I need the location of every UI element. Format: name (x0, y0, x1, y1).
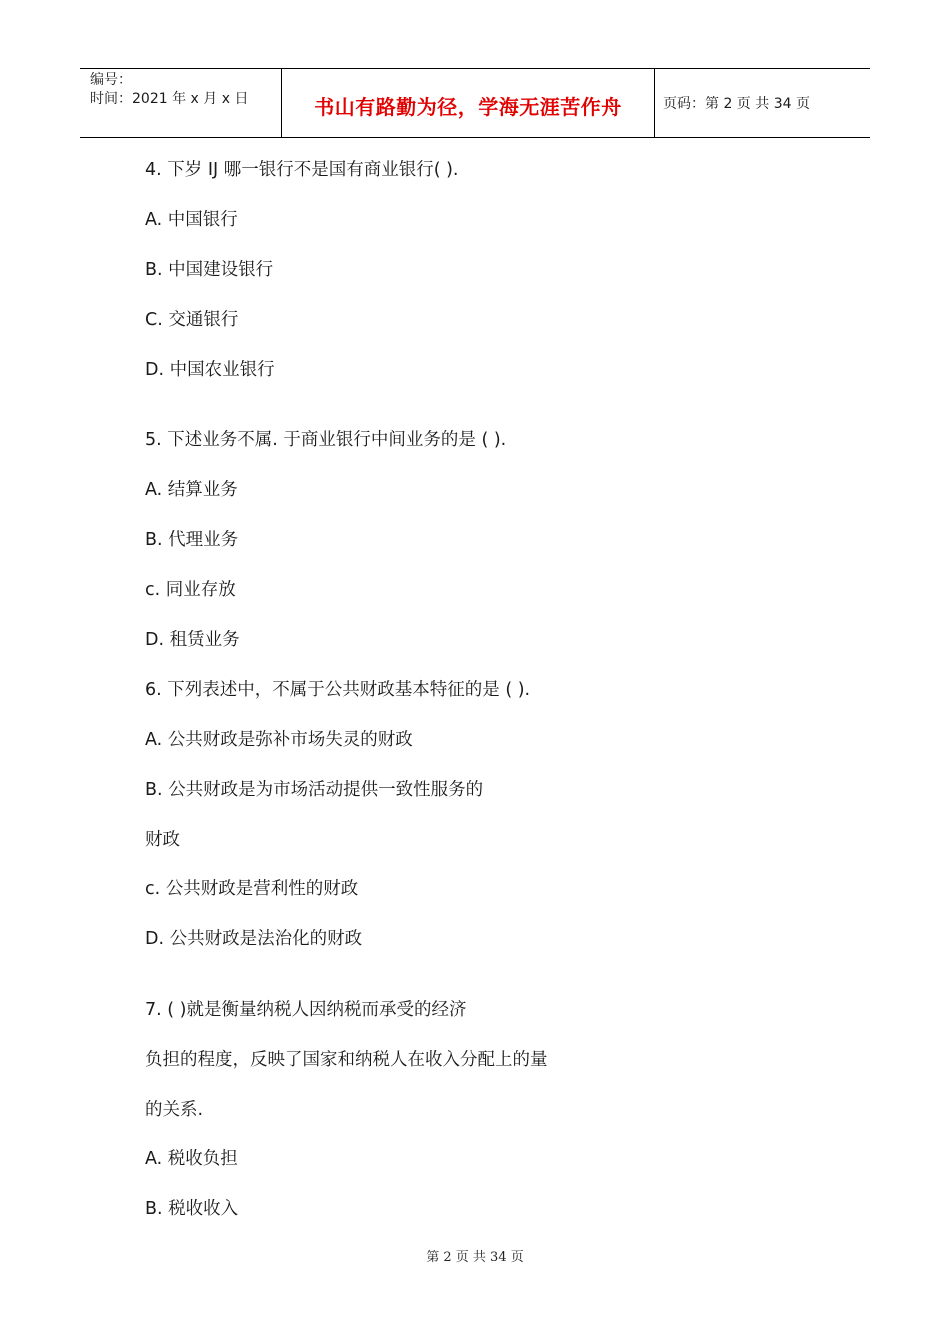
option-5b: B. 代理业务 (145, 530, 239, 550)
option-5d: D. 租赁业务 (145, 630, 240, 650)
option-7b: B. 税收收入 (145, 1199, 239, 1219)
question-5: 5. 下述业务不属. 于商业银行中间业务的是 ( ). (145, 430, 507, 450)
question-6: 6. 下列表述中，不属于公共财政基本特征的是 ( ). (145, 680, 531, 700)
header-meta (80, 69, 282, 137)
header-page-cell (655, 69, 870, 137)
option-4c: C. 交通银行 (145, 310, 239, 330)
option-6d: D. 公共财政是法治化的财政 (145, 929, 363, 949)
page-info: 页码：第 2 页 共 34 页 (663, 96, 810, 112)
number-label: 编号： (90, 72, 132, 88)
header-motto-cell (282, 69, 655, 137)
option-6b: B. 公共财政是为市场活动提供一致性服务的 (145, 780, 484, 800)
option-6c: c. 公共财政是营利性的财政 (145, 879, 359, 899)
question-4: 4. 下岁 IJ 哪一银行不是国有商业银行( ). (145, 160, 459, 180)
question-7: 7. ( )就是衡量纳税人因纳税而承受的经济 (145, 1000, 467, 1020)
document-header (80, 68, 870, 138)
option-4b: B. 中国建设银行 (145, 260, 274, 280)
question-7-line-3: 的关系. (145, 1100, 204, 1120)
option-6b-continued: 财政 (145, 830, 180, 850)
option-5a: A. 结算业务 (145, 480, 238, 500)
option-4a: A. 中国银行 (145, 210, 238, 230)
page-footer: 第 2 页 共 34 页 (426, 1250, 524, 1265)
option-4d: D. 中国农业银行 (145, 360, 275, 380)
option-6a: A. 公共财政是弥补市场失灵的财政 (145, 730, 413, 750)
question-7-line-2: 负担的程度，反映了国家和纳税人在收入分配上的量 (145, 1050, 548, 1070)
date-label: 时间：2021 年 x 月 x 日 (90, 91, 249, 107)
option-7a: A. 税收负担 (145, 1149, 238, 1169)
option-5c: c. 同业存放 (145, 580, 236, 600)
motto: 书山有路勤为径，学海无涯苦作舟 (314, 94, 622, 119)
